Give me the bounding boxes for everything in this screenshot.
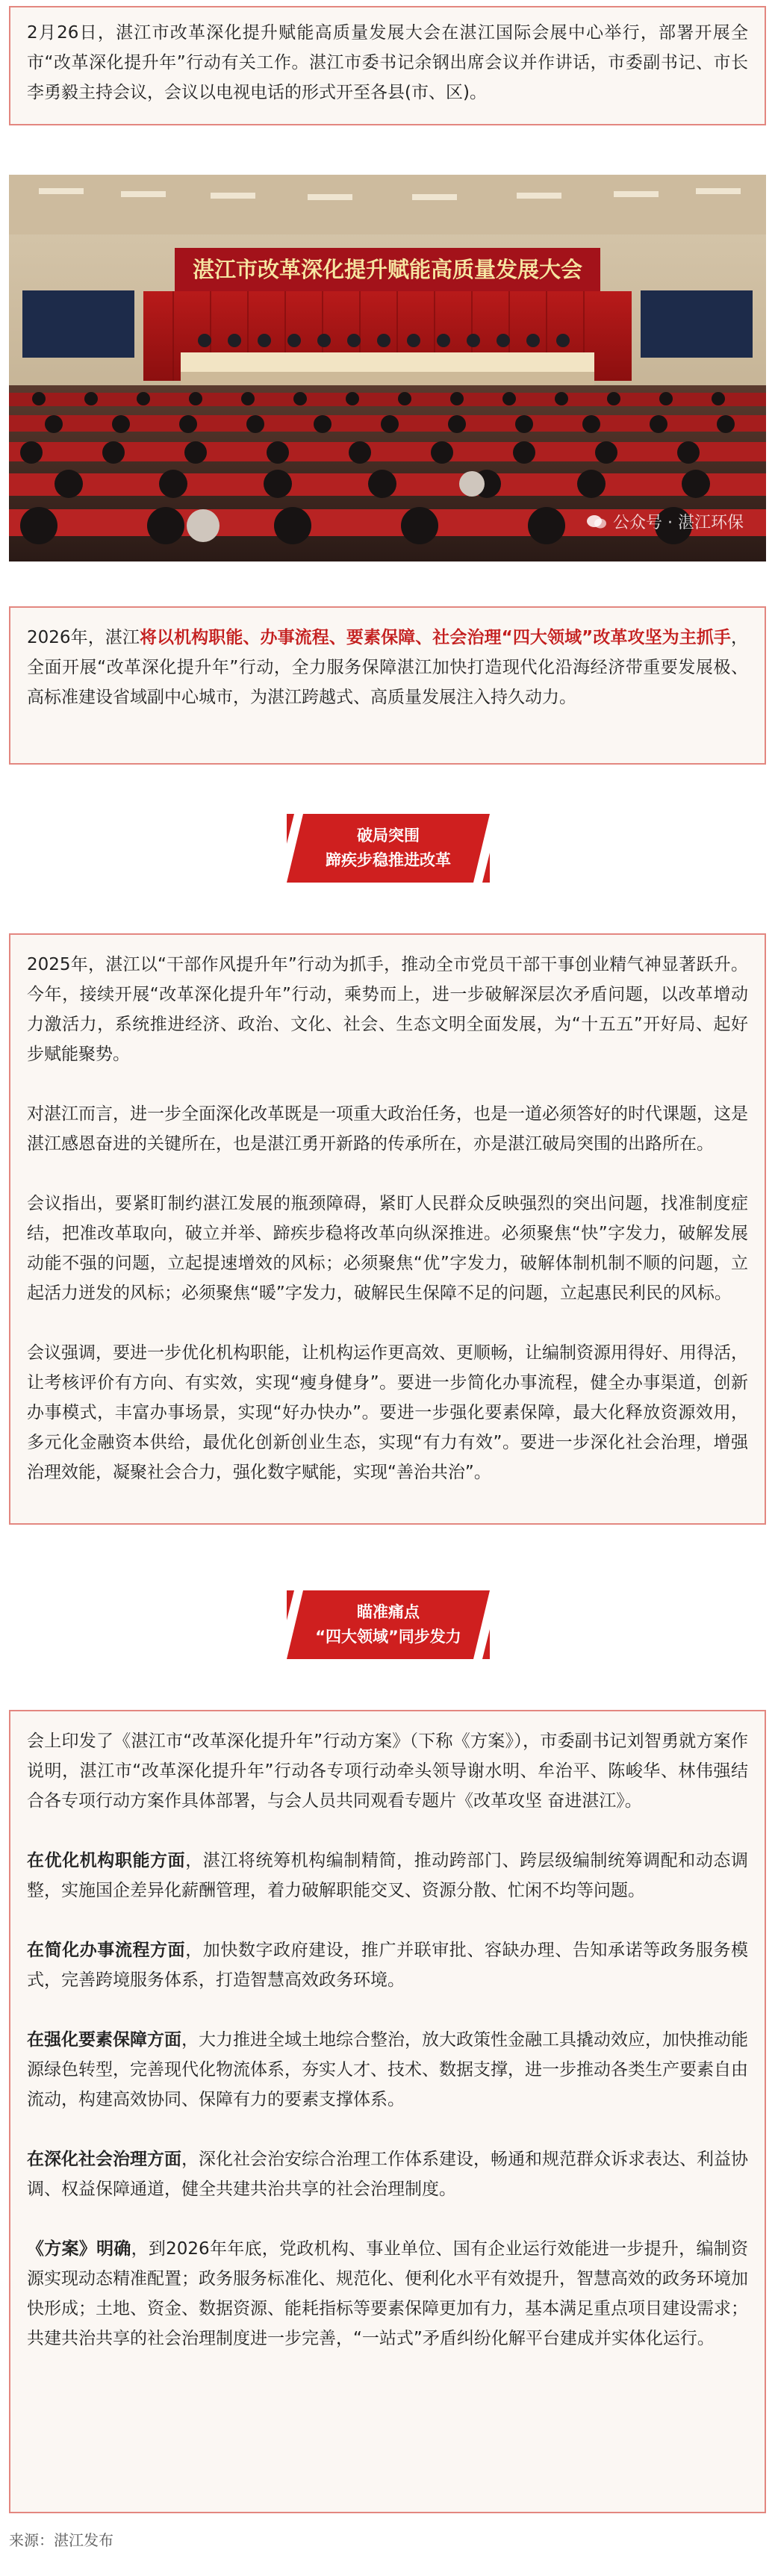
plan-item — [27, 2144, 748, 2204]
wechat-icon — [586, 514, 607, 530]
plan-item-text: ，到2026年年底，党政机构、事业单位、国有企业运行效能进一步提升，编制资源实现动态精准配置；政务服务标准化、规范化、便利化水平有效提升，智慧高效的政务环境加快形成；土地、资金、数据资源、能耗指标等要素保障更加有力，基本满足重点项目建设需求；共建共治共享的社会治理制度进一步完善，“一站式”矛盾纠纷化解平台建成并实体化运行。 — [27, 2239, 748, 2348]
reform-paragraph: 2025年，湛江以“干部作风提升年”行动为抓手，推动全市党员干部干事创业精气神显著跃升。今年，接续开展“改革深化提升年”行动，乘势而上，进一步破解深层次矛盾问题，以改革增动力激活力，系统推进经济、政治、文化、社会、生态文明全面发展，为“十五五”开好局、起好步赋能聚势。 — [27, 955, 748, 1064]
plan-card — [9, 1710, 766, 2513]
summary-card — [9, 606, 766, 765]
plan-item-text: ，加快数字政府建设，推广并联审批、容缺办理、告知承诺等政务服务模式，完善跨境服务体系，打造智慧高效政务环境。 — [27, 1941, 749, 1990]
plan-item-lead: 在简化办事流程方面 — [27, 1941, 186, 1960]
plan-item-lead: 在强化要素保障方面 — [27, 2030, 181, 2050]
plan-item — [27, 2234, 748, 2353]
summary-highlight: 将以机构职能、办事流程、要素保障、社会治理“四大领域”改革攻坚为主抓手 — [139, 628, 731, 647]
plan-item-lead: 《方案》明确 — [27, 2239, 131, 2259]
photo-watermark — [586, 510, 744, 533]
plan-item — [27, 2025, 748, 2115]
plan-item-text: ，深化社会治安综合治理工作体系建设，畅通和规范群众诉求表达、利益协调、权益保障通道，健全共建共治共享的社会治理制度。 — [27, 2150, 748, 2199]
badge1-line2: 蹄疾步稳推进改革 — [326, 851, 451, 869]
photo-banner-text: 湛江市改革深化提升赋能高质量发展大会 — [192, 257, 583, 282]
conference-hall-image — [9, 175, 766, 561]
watermark-text: 公众号 · 湛江环保 — [613, 514, 744, 532]
section-badge-2 — [287, 1590, 490, 1659]
intro-card — [9, 6, 766, 125]
reform-card — [9, 933, 766, 1525]
plan-item — [27, 1846, 748, 1905]
badge2-line2: “四大领域”同步发力 — [315, 1628, 461, 1646]
plan-intro: 会上印发了《湛江市“改革深化提升年”行动方案》（下称《方案》），市委副书记刘智勇就方案作说明，湛江市“改革深化提升年”行动各专项行动牵头领导谢水明、牟治平、陈峻华、林伟强结合各专项行动方案作具体部署，与会人员共同观看专题片《改革攻坚 奋进湛江》。 — [27, 1732, 748, 1811]
plan-item-text: ，大力推进全域土地综合整治，放大政策性金融工具撬动效应，加快推动能源绿色转型，完善现代化物流体系，夯实人才、技术、数据支撑，进一步推动各类生产要素自由流动，构建高效协同、保障有力的要素支撑体系。 — [27, 2030, 748, 2109]
reform-paragraph: 会议强调，要进一步优化机构职能，让机构运作更高效、更顺畅，让编制资源用得好、用得活，让考核评价有方向、有实效，实现“瘦身健身”。要进一步简化办事流程，健全办事渠道，创新办事模式，丰富办事场景，实现“好办快办”。要进一步强化要素保障，最大化释放资源效用，多元化金融资本供给，最优化创新创业生态，实现“有力有效”。要进一步深化社会治理，增强治理效能，凝聚社会合力，强化数字赋能，实现“善治共治”。 — [27, 1343, 748, 1482]
plan-item — [27, 1935, 748, 1995]
badge2-line1: 瞄准痛点 — [357, 1603, 420, 1621]
summary-suffix: ，全面开展“改革深化提升年”行动，全力服务保障湛江加快打造现代化沿海经济带重要发展极、高标准建设省域副中心城市，为湛江跨越式、高质量发展注入持久动力。 — [27, 628, 748, 707]
reform-paragraph: 会议指出，要紧盯制约湛江发展的瓶颈障碍，紧盯人民群众反映强烈的突出问题，找准制度症结，把准改革取向，破立并举、蹄疾步稳将改革向纵深推进。必须聚焦“快”字发力，破解发展动能不强的问题，立起提速增效的风标；必须聚焦“优”字发力，破解体制机制不顺的问题，立起活力迸发的风标；必须聚焦“暖”字发力，破解民生保障不足的问题，立起惠民利民的风标。 — [27, 1194, 748, 1303]
plan-item-lead: 在深化社会治理方面 — [27, 2150, 181, 2169]
section-badge-1 — [287, 814, 490, 883]
conference-photo — [9, 175, 766, 561]
reform-paragraph: 对湛江而言，进一步全面深化改革既是一项重大政治任务，也是一道必须答好的时代课题，这是湛江感恩奋进的关键所在，也是湛江勇开新路的传承所在，亦是湛江破局突围的出路所在。 — [27, 1104, 748, 1154]
plan-item-text: ，湛江将统筹机构编制精简，推动跨部门、跨层级编制统筹调配和动态调整，实施国企差异化薪酬管理，着力破解职能交叉、资源分散、忙闲不均等问题。 — [27, 1851, 749, 1900]
plan-item-lead: 在优化机构职能方面 — [27, 1851, 186, 1870]
intro-text: 2月26日，湛江市改革深化提升赋能高质量发展大会在湛江国际会展中心举行，部署开展全市“改革深化提升年”行动有关工作。湛江市委书记余钢出席会议并作讲话，市委副书记、市长李勇毅主持会议，会议以电视电话的形式开至各县(市、区)。 — [27, 23, 748, 102]
source-line: 来源：湛江发布 — [9, 2531, 113, 2549]
badge1-line1: 破局突围 — [357, 827, 420, 844]
summary-text — [27, 623, 748, 712]
summary-prefix: 2026年，湛江 — [27, 628, 140, 647]
